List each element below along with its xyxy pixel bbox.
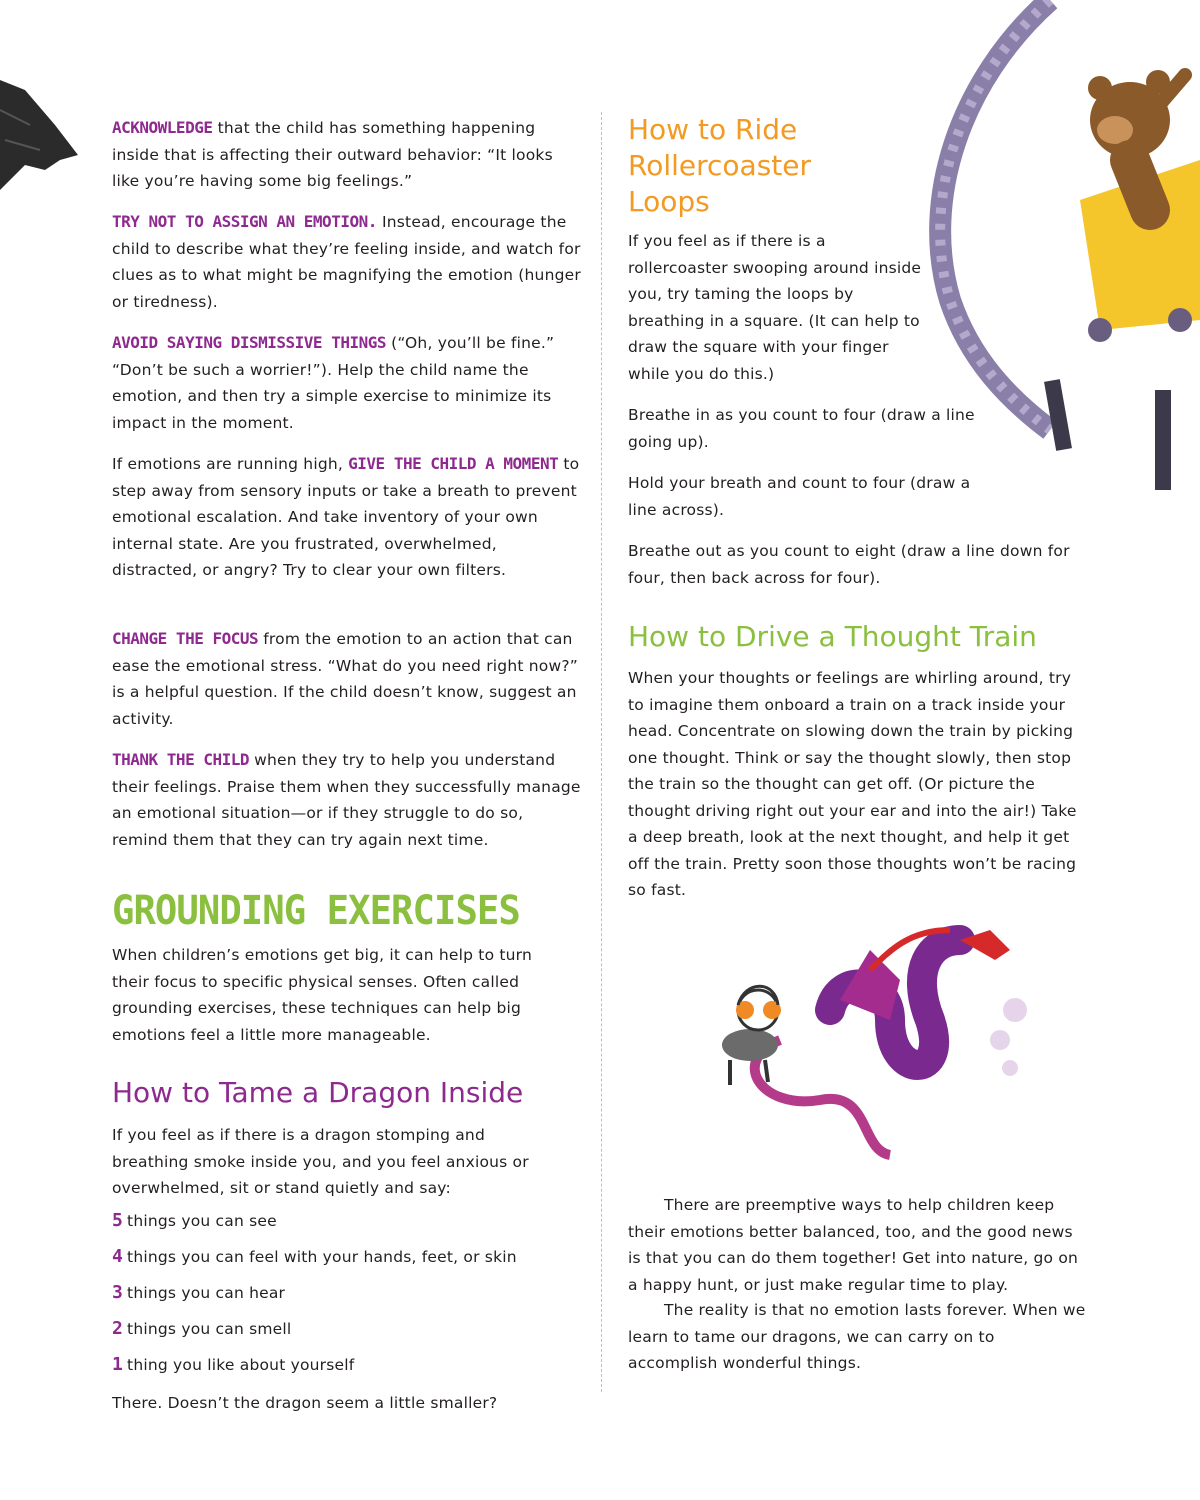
grounding-exercises-heading: GROUNDING EXERCISES — [112, 888, 520, 934]
keyword-change-focus: CHANGE THE FOCUS — [112, 629, 259, 648]
dragon-intro: If you feel as if there is a dragon stomping and breathing smoke inside you, and you feel anxious or overwhelmed, sit or stand quietly and say: — [112, 1126, 529, 1197]
list-item: 5 things you can see — [112, 1210, 277, 1231]
senses-list — [112, 1208, 582, 1388]
dismissive-paragraph: AVOID SAYING DISMISSIVE THINGS (“Oh, you’ll be fine.” “Don’t be such a worrier!”). Help the child name the emotion, and then try a simple exercise to minimize its impact in the moment. — [112, 333, 555, 432]
closing-paragraph-2: The reality is that no emotion lasts forever. When we learn to tame our dragons, we can carry on to accomplish wonderful things. — [628, 1301, 1086, 1372]
thought-train-heading: How to Drive a Thought Train — [628, 620, 1037, 653]
column-divider — [601, 112, 602, 1392]
list-item: 3 things you can hear — [112, 1282, 286, 1303]
breathing-step-2: Hold your breath and count to four (draw a line across). — [628, 474, 971, 519]
dragon-wing-illustration — [0, 70, 80, 190]
closing-paragraph-1: There are preemptive ways to help children keep their emotions better balanced, too, and the good news is that you can do them together! Get into nature, go on a happy hunt, or just make regular time to play. — [628, 1196, 1079, 1294]
change-focus-paragraph: CHANGE THE FOCUS from the emotion to an action that can ease the emotional stress. “What do you need right now?” is a helpful question. If the child doesn’t know, suggest an activity. — [112, 629, 578, 728]
keyword-moment: GIVE THE CHILD A MOMENT — [348, 454, 559, 473]
thank-child-paragraph: THANK THE CHILD when they try to help you understand their feelings. Praise them when they successfully manage an emotional situation—or if they struggle to do so, remind them that they can try again next time. — [112, 750, 581, 849]
dragon-heading: How to Tame a Dragon Inside — [112, 1076, 524, 1109]
list-item: 1 thing you like about yourself — [112, 1354, 355, 1375]
keyword-assign-emotion: TRY NOT TO ASSIGN AN EMOTION. — [112, 212, 377, 231]
rollercoaster-heading: How to Ride Rollercoaster Loops — [628, 113, 811, 218]
rollercoaster-bear-illustration — [900, 0, 1200, 540]
assign-emotion-paragraph: TRY NOT TO ASSIGN AN EMOTION. Instead, encourage the child to describe what they’re feeling inside, and watch for clues as to what might be magnifying the emotion (hunger or tiredness). — [112, 212, 581, 311]
list-item: 2 things you can smell — [112, 1318, 292, 1339]
moment-paragraph: If emotions are running high, GIVE THE CHILD A MOMENT to step away from sensory inputs or take a breath to prevent emotional escalation. And take inventory of your own internal state. Are you frustrated, overwhelmed, distracted, or angry? Try to clear your own filters. — [112, 454, 580, 579]
thought-train-text: When your thoughts or feelings are whirling around, try to imagine them onboard a train on a track inside your head. Concentrate on slowing down the train by picking one thought. Think or say the thought slowly, then stop the train so the thought can get off. (Or picture the thought driving right out your ear and into the air!) Take a deep breath, look at the next thought, and help it get off the train. Pretty soon those thoughts won’t be racing so fast. — [628, 669, 1077, 899]
dragon-and-dog-illustration — [690, 910, 1050, 1160]
keyword-acknowledge: ACKNOWLEDGE — [112, 118, 213, 137]
breathing-step-3: Breathe out as you count to eight (draw a line down for four, then back across for four). — [628, 542, 1070, 587]
list-item: 4 things you can feel with your hands, feet, or skin — [112, 1246, 517, 1267]
breathing-step-1: Breathe in as you count to four (draw a line going up). — [628, 406, 975, 451]
keyword-thank-child: THANK THE CHILD — [112, 750, 249, 769]
grounding-intro: When children’s emotions get big, it can help to turn their focus to specific physical senses. Often called grounding exercises, these techniques can help big emotions feel a little more manageable. — [112, 946, 533, 1044]
rollercoaster-intro: If you feel as if there is a rollercoaster swooping around inside you, try taming the loops by breathing in a square. (It can help to draw the square with your finger while you do this.) — [628, 232, 922, 383]
acknowledge-paragraph: ACKNOWLEDGE that the child has something happening inside that is affecting their outward behavior: “It looks like you’re having some big feelings.” — [112, 118, 553, 190]
dragon-closing: There. Doesn’t the dragon seem a little smaller? — [112, 1394, 498, 1412]
keyword-dismissive: AVOID SAYING DISMISSIVE THINGS — [112, 333, 386, 352]
